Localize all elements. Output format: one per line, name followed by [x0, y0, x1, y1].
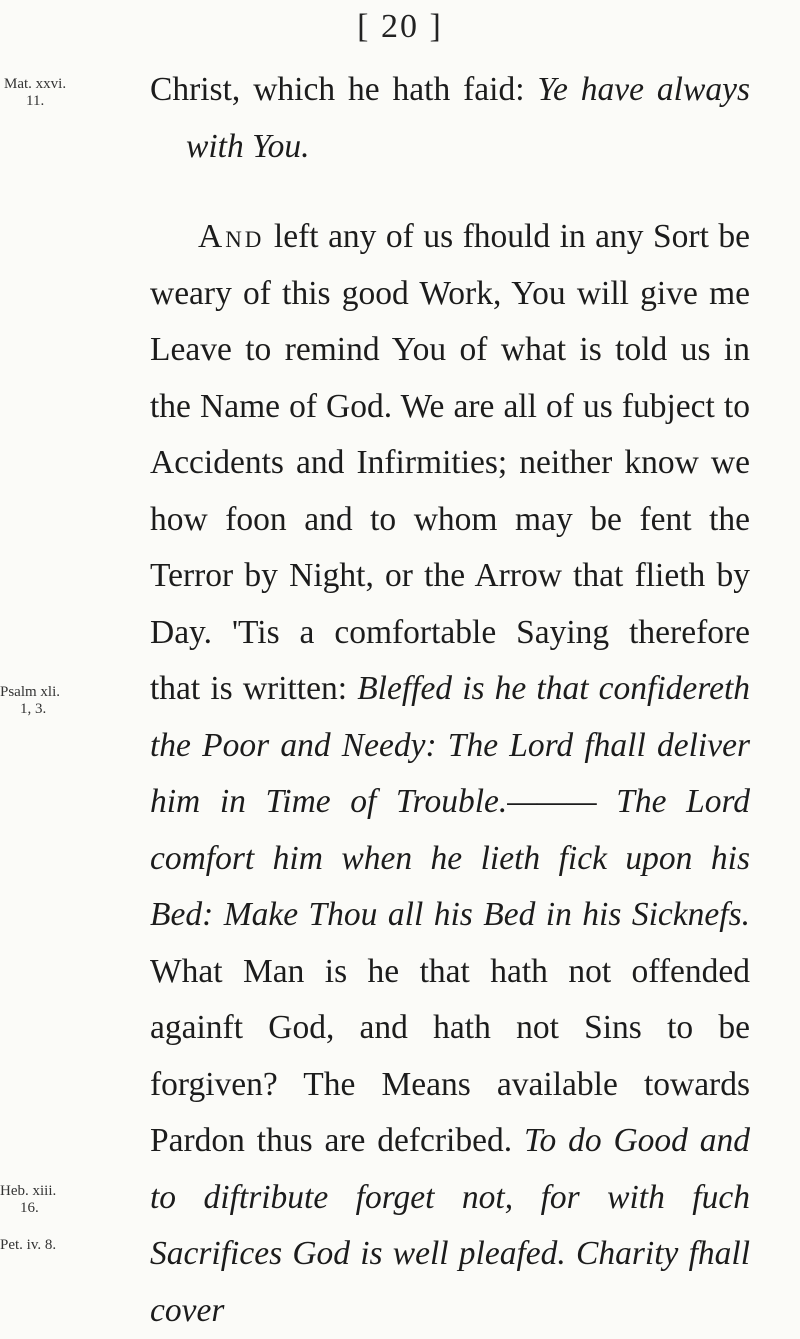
page-number: [ 20 ]: [357, 8, 443, 45]
scripture-quote-1: Ye have always with You.: [186, 71, 750, 165]
margin-note-heb: Heb. xiii. 16.: [0, 1183, 57, 1216]
paragraph-2: [150, 209, 750, 1339]
margin-note-psalm: Psalm xli. 1, 3.: [0, 684, 61, 717]
margin-note-pet: Pet. iv. 8.: [0, 1237, 57, 1253]
paragraph-2-text-a: left any of us fhould in any Sort be weary of this good Work, You will give me Leave to remind You of what is told us in the Name of God. We are all of us fubject to Accidents and Infirmities; neither know we how foon and to whom may be fent the Terror by Night, or the Arrow that flieth by Day. 'Tis a comfortable Saying therefore that is written:: [150, 218, 750, 707]
paragraph-2-opening: And: [198, 218, 265, 255]
body-text: [150, 62, 750, 1339]
paragraph-1-text: Christ, which he hath faid:: [150, 71, 538, 108]
paragraph-2-text-b: What Man is he that hath not offended againft God, and hath not Sins to be forgiven? The Means available towards Pardon thus are defcribed.: [150, 952, 750, 1159]
scripture-quote-hebrews: To do Good and to diftribute forget not, for with fuch Sacrifices God is well pleafed. Charity fhall cover: [150, 1122, 751, 1329]
scripture-quote-psalm: Bleffed is he that confidereth the Poor and Needy: The Lord fhall deliver him in Time of Trouble.——— The Lord comfort him when he lieth fick upon his Bed: Make Thou all his Bed in his Sicknefs.: [150, 670, 750, 933]
margin-note-mat: Mat. xxvi. 11.: [4, 76, 67, 109]
paragraph-1: [150, 62, 750, 175]
